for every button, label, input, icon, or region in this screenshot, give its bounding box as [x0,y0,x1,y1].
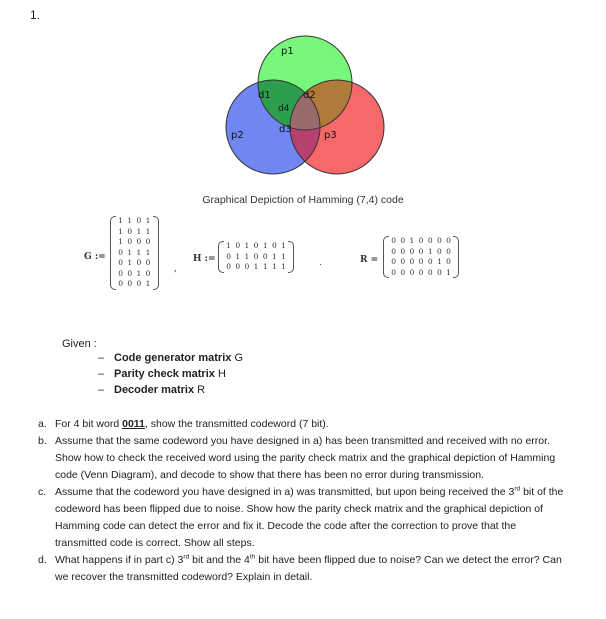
matrix-cell: 0 [118,268,123,278]
matrix-cell: 1 [409,236,415,245]
matrix-cell: 1 [244,251,250,261]
matrix-cell: 0 [136,216,142,225]
matrix-cell: 1 [136,226,142,236]
matrix-cell: 0 [436,236,442,245]
matrix-cell: 1 [145,216,151,225]
matrix-cell: 0 [400,236,406,245]
g-matrix-label: G := [84,252,106,262]
matrix-cell: 0 [427,257,433,266]
matrix-cell: 0 [418,267,424,277]
matrix-cell: 1 [427,246,433,256]
matrix-row [116,227,153,238]
r-matrix-body [389,236,453,278]
matrix-cell: 1 [436,257,442,266]
matrix-cell: 0 [391,236,396,245]
matrix-row [116,237,153,248]
matrix-cell: 0 [446,246,451,256]
matrix-cell: 0 [427,267,433,277]
matrix-cell: 0 [409,257,415,266]
matrix-cell: 0 [400,267,406,277]
matrix-row [116,216,153,227]
matrix-cell: 1 [235,251,241,261]
matrix-cell: 0 [145,258,151,267]
given-item-parity: – Parity check matrix H [98,368,226,380]
d3-label: d3 [279,124,292,135]
matrix-cell: 0 [244,262,250,271]
g-matrix [110,216,159,290]
p1-label: p1 [281,46,294,57]
g-matrix-suffix: , [174,264,177,274]
matrix-cell: 0 [136,279,142,288]
question-c: c. Assume that the codeword you have designed in a) was transmitted, but upon being received the 3rd bit of the codeword has been flipped due to noise. Show how the parity check matrix and the graphical depiction of Hamming code can detect the error and fix it. Decode the code after the correction to prove that the transmitted code is correct. Show all steps. [38,485,564,549]
matrix-cell: 1 [271,262,277,271]
matrix-cell: 0 [418,236,424,245]
matrix-cell: 0 [391,246,396,256]
p2-label: p2 [231,130,244,141]
matrix-cell: 1 [127,247,133,257]
matrix-cell: 1 [281,262,286,271]
matrix-cell: 0 [136,258,142,267]
matrix-cell: 0 [145,237,151,246]
question-list [38,416,568,586]
matrix-cell: 1 [118,226,123,236]
d4-label: d4 [278,104,290,114]
matrix-cell: 0 [262,251,268,261]
given-item-decoder: – Decoder matrix R [98,384,206,396]
matrix-cell: 0 [127,226,133,236]
matrix-cell: 1 [136,268,142,278]
h-matrix [218,241,294,273]
matrix-cell: 1 [281,251,286,261]
matrix-cell: 0 [409,267,415,277]
matrix-cell: 0 [127,279,133,288]
matrix-cell: 0 [136,237,142,246]
matrix-cell: 0 [235,241,241,250]
matrix-cell: 1 [136,247,142,257]
matrix-cell: 1 [118,216,123,225]
matrix-row [389,268,453,279]
figure-caption: Graphical Depiction of Hamming (7,4) code [202,194,404,206]
venn-diagram [205,28,405,188]
matrix-cell: 0 [436,246,442,256]
d1-label: d1 [258,90,271,101]
matrix-cell: 0 [226,251,231,261]
matrix-cell: 0 [118,279,123,288]
question-a: a. For 4 bit word 0011, show the transmitted codeword (7 bit). [38,418,329,430]
matrix-cell: 1 [281,241,286,250]
matrix-cell: 0 [436,267,442,277]
matrix-row [116,248,153,259]
matrix-cell: 0 [391,267,396,277]
given-list [98,350,243,398]
p3-label: p3 [324,130,337,141]
matrix-cell: 1 [226,241,231,250]
matrix-row [116,258,153,269]
matrix-cell: 0 [118,258,123,267]
matrix-cell: 1 [127,216,133,225]
matrix-row [224,241,288,252]
matrix-cell: 1 [262,262,268,271]
matrix-cell: 0 [145,268,151,278]
matrix-cell: 0 [118,247,123,257]
matrix-row [116,279,153,290]
matrix-cell: 0 [253,241,259,250]
h-matrix-label: H := [193,254,216,264]
d2-label: d2 [303,90,316,101]
matrix-cell: 0 [271,241,277,250]
h-matrix-body [224,241,288,273]
matrix-cell: 1 [145,226,151,236]
matrix-cell: 1 [127,258,133,267]
given-item-generator: – Code generator matrix G [98,352,243,364]
matrix-cell: 0 [400,246,406,256]
matrix-cell: 0 [427,236,433,245]
matrix-cell: 0 [391,257,396,266]
r-matrix-label: R = [360,255,379,265]
matrix-row [389,257,453,268]
matrix-row [116,269,153,280]
matrix-cell: 0 [253,251,259,261]
matrix-cell: 0 [400,257,406,266]
matrix-cell: 0 [446,236,451,245]
matrix-cell: 1 [446,267,451,277]
matrix-cell: 0 [127,237,133,246]
h-matrix-suffix: . [319,258,322,268]
matrix-cell: 0 [446,257,451,266]
matrix-cell: 0 [418,257,424,266]
matrix-cell: 0 [418,246,424,256]
matrix-cell: 0 [226,262,231,271]
matrix-row [224,252,288,263]
given-title: Given : [62,338,97,350]
matrix-cell: 1 [271,251,277,261]
matrix-cell: 0 [409,246,415,256]
matrix-cell: 1 [145,247,151,257]
question-number: 1. [30,8,41,22]
question-d: d. What happens if in part c) 3rd bit and the 4th bit have been flipped due to noise? Can we detect the error? Can we recover the transmitted codeword? Explain in detail. [38,553,562,583]
matrix-row [389,247,453,258]
bit-word: 0011 [122,418,145,430]
question-b: b. Assume that the same codeword you have designed in a) has been transmitted and received with no error. Show how to check the received word using the parity check matrix and the graphical depiction of Hamming code (Venn Diagram), and decode to show that there has been no error during transmission. [38,435,556,481]
matrix-row [224,262,288,273]
matrix-cell: 1 [253,262,259,271]
matrix-row [389,236,453,247]
matrix-cell: 0 [235,262,241,271]
matrix-cell: 0 [127,268,133,278]
matrix-cell: 1 [244,241,250,250]
matrix-cell: 1 [145,279,151,288]
matrix-cell: 1 [262,241,268,250]
matrix-cell: 1 [118,237,123,246]
r-matrix [383,236,459,278]
g-matrix-body [116,216,153,290]
